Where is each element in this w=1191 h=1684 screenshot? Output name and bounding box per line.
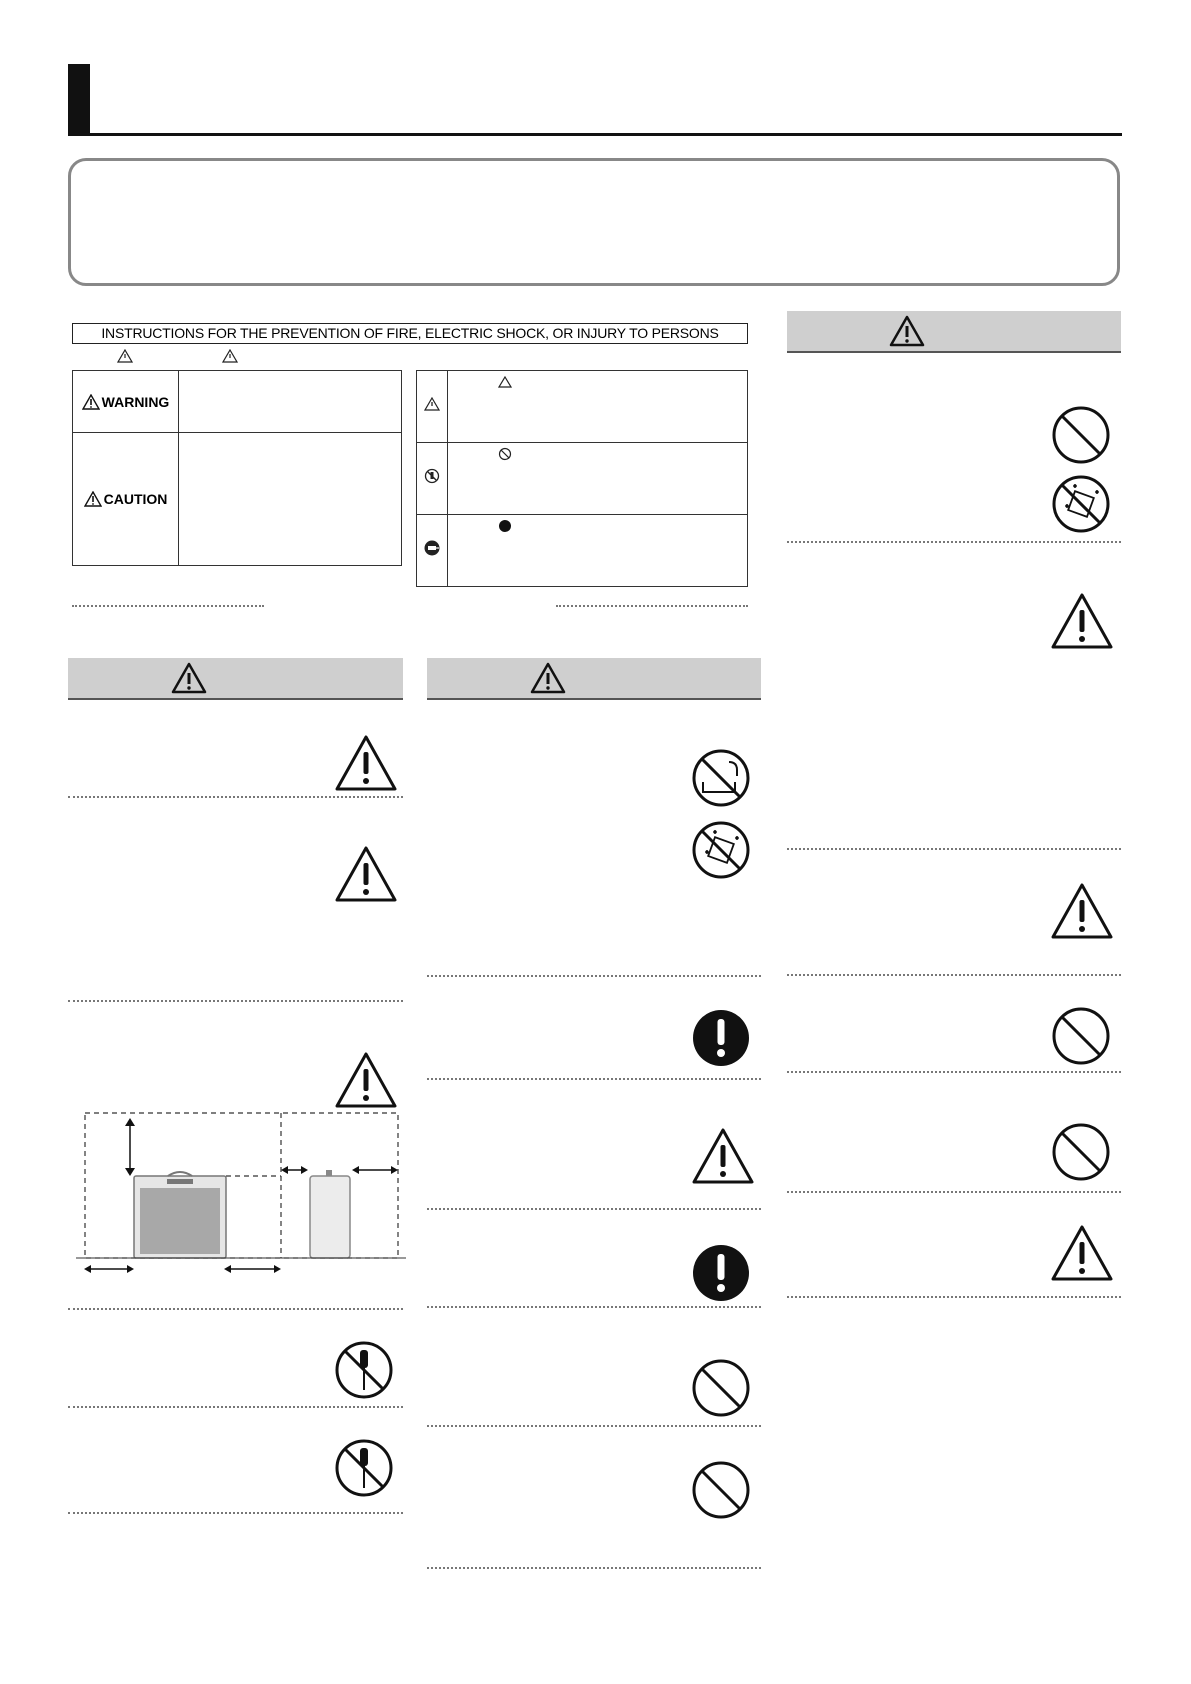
warning-section-header <box>68 658 403 700</box>
warning-triangle-icon <box>171 662 207 694</box>
no-wet-icon <box>1051 474 1111 534</box>
symbol-desc-mandatory <box>448 515 748 587</box>
divider <box>68 796 403 798</box>
caution-description <box>179 433 402 566</box>
caution-label: CAUTION <box>103 491 168 507</box>
mandatory-exclamation-icon <box>691 1243 751 1303</box>
notice-box <box>68 158 1120 286</box>
divider <box>427 1306 761 1308</box>
symbol-cell-triangle <box>417 371 448 443</box>
warning-description <box>179 371 402 433</box>
alert-triangle-icon <box>424 397 440 411</box>
warning-triangle-icon <box>889 315 925 347</box>
warning-triangle-icon <box>334 845 398 903</box>
symbol-cell-prohibit <box>417 443 448 515</box>
prohibited-icon <box>1051 1122 1111 1182</box>
divider <box>427 1208 761 1210</box>
hollow-triangle-icon <box>498 376 512 388</box>
warning-triangle-icon <box>691 1127 755 1185</box>
warning-triangle-icon <box>1050 882 1114 940</box>
mandatory-dot-icon <box>498 519 512 533</box>
divider <box>427 975 761 977</box>
caution-triangle-icon <box>84 491 102 507</box>
divider <box>427 1567 761 1569</box>
caution-section-header <box>787 311 1121 353</box>
warning-triangle-icon <box>1050 1224 1114 1282</box>
divider <box>68 1512 403 1514</box>
divider <box>787 1071 1121 1073</box>
ventilation-clearance-diagram <box>76 1110 406 1285</box>
prohibited-small-icon <box>498 447 512 461</box>
no-water-icon <box>691 748 751 808</box>
prohibited-icon <box>691 1358 751 1418</box>
prohibited-icon <box>691 1460 751 1520</box>
warning-label: WARNING <box>101 393 170 410</box>
warning-triangle-icon <box>530 662 566 694</box>
divider <box>427 1425 761 1427</box>
warning-triangle-small-icon <box>117 349 133 363</box>
prohibited-icon <box>1051 405 1111 465</box>
amplifier-front-illustration <box>134 1172 226 1258</box>
divider <box>787 974 1121 976</box>
divider <box>787 848 1121 850</box>
no-disassemble-small-icon <box>424 468 440 484</box>
warning-triangle-icon <box>334 1051 398 1109</box>
divider <box>787 1296 1121 1298</box>
symbol-legend <box>416 370 748 587</box>
caution-cell <box>73 433 179 566</box>
prohibited-icon <box>1051 1006 1111 1066</box>
title-marker <box>68 64 90 136</box>
warning-caution-legend <box>72 370 402 566</box>
amplifier-side-illustration <box>310 1170 350 1258</box>
no-disassemble-icon <box>334 1438 394 1498</box>
mandatory-exclamation-icon <box>691 1008 751 1068</box>
warning-triangle-icon <box>1050 592 1114 650</box>
warning-triangle-icon <box>82 394 100 410</box>
divider <box>72 605 264 607</box>
symbol-cell-unplug <box>417 515 448 587</box>
warning-section-header <box>427 658 761 700</box>
instructions-banner: INSTRUCTIONS FOR THE PREVENTION OF FIRE, ELECTRIC SHOCK, OR INJURY TO PERSONS <box>72 323 748 344</box>
divider <box>68 1406 403 1408</box>
divider <box>556 605 748 607</box>
warning-triangle-icon <box>334 734 398 792</box>
warning-triangle-small-icon <box>222 349 238 363</box>
divider <box>68 1000 403 1002</box>
symbol-desc-prohibit <box>448 443 748 515</box>
divider <box>787 541 1121 543</box>
unplug-icon <box>423 539 441 557</box>
no-disassemble-icon <box>334 1340 394 1400</box>
divider <box>427 1078 761 1080</box>
divider <box>787 1191 1121 1193</box>
warning-cell <box>73 371 179 433</box>
no-wet-icon <box>691 820 751 880</box>
title-rule <box>68 133 1122 136</box>
divider <box>68 1308 403 1310</box>
symbol-desc-triangle <box>448 371 748 443</box>
